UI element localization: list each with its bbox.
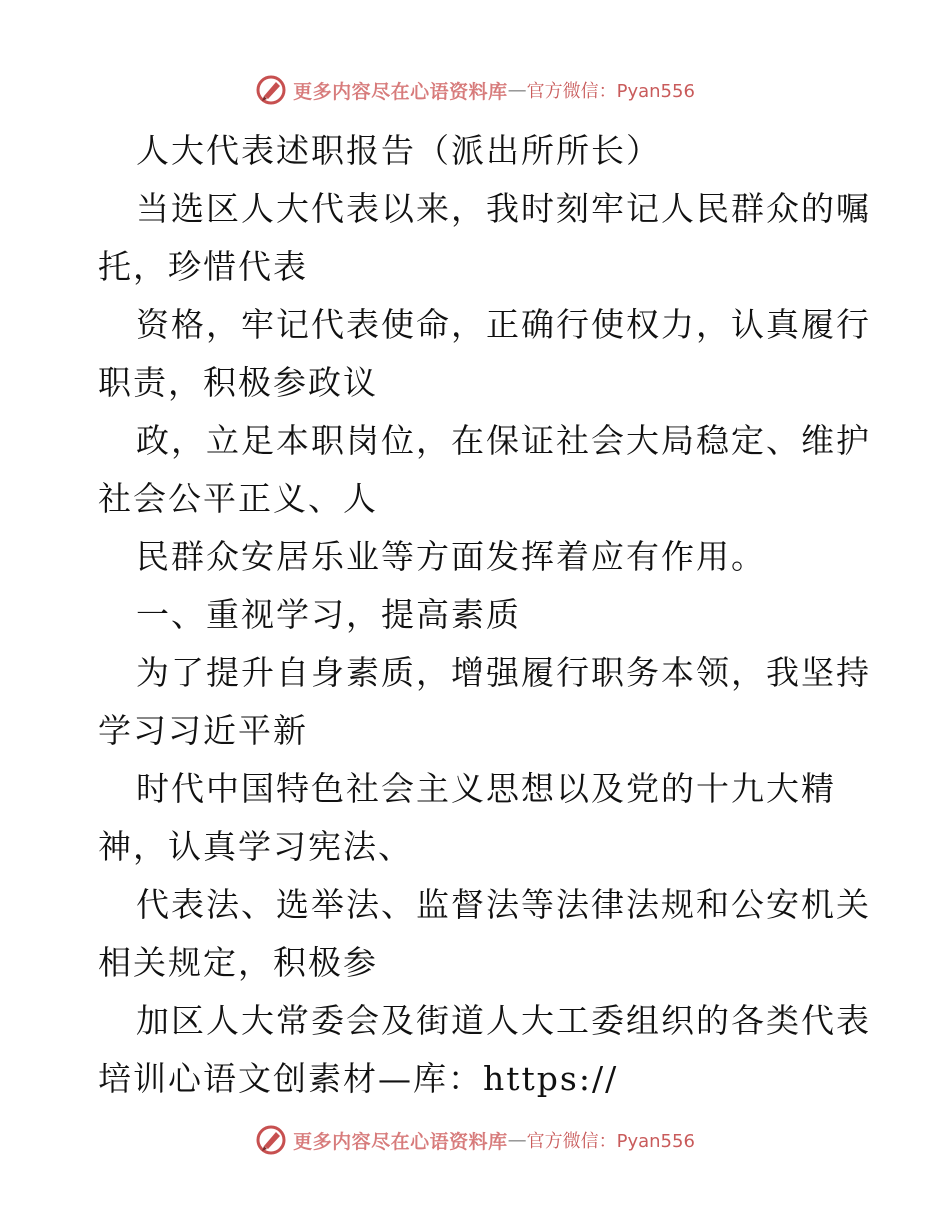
document-title: 人大代表述职报告（派出所所长） <box>136 131 661 170</box>
banner-separator: — <box>507 1129 527 1151</box>
paragraph-line: 神，认真学习宪法、 <box>98 827 413 866</box>
paragraph-line: 当选区人大代表以来，我时刻牢记人民群众的嘱 <box>136 189 871 228</box>
paragraph-line: 社会公平正义、人 <box>98 479 378 518</box>
paragraph-line: 职责，积极参政议 <box>98 363 378 402</box>
document-body <box>98 122 871 1108</box>
paragraph-line: 托，珍惜代表 <box>98 247 308 286</box>
paragraph-line: 为了提升自身素质，增强履行职务本领，我坚持 <box>136 653 871 692</box>
pen-logo-icon <box>255 1124 287 1156</box>
banner-main-text: 更多内容尽在心语资料库 <box>293 1130 508 1153</box>
banner-main-text: 更多内容尽在心语资料库 <box>293 80 508 103</box>
paragraph-line: 代表法、选举法、监督法等法律法规和公安机关 <box>136 885 871 924</box>
paragraph-line: 民群众安居乐业等方面发挥着应有作用。 <box>136 537 766 576</box>
paragraph-line: 加区人大常委会及街道人大工委组织的各类代表 <box>136 1001 871 1040</box>
banner-wechat-text: 官方微信：Pyan556 <box>526 81 695 102</box>
banner-wechat-text: 官方微信：Pyan556 <box>526 1131 695 1152</box>
pen-logo-icon <box>255 74 287 106</box>
paragraph-line: 资格，牢记代表使命，正确行使权力，认真履行 <box>136 305 871 344</box>
section-heading: 一、重视学习，提高素质 <box>136 595 521 634</box>
paragraph-line: 政，立足本职岗位，在保证社会大局稳定、维护 <box>136 421 871 460</box>
header-watermark-banner <box>0 70 950 110</box>
paragraph-line: 学习习近平新 <box>98 711 308 750</box>
paragraph-line: 相关规定，积极参 <box>98 943 378 982</box>
banner-separator: — <box>507 79 527 101</box>
paragraph-line: 培训心语文创素材—库：https:// <box>98 1059 619 1098</box>
footer-watermark-banner <box>0 1120 950 1160</box>
paragraph-line: 时代中国特色社会主义思想以及党的十九大精 <box>136 769 836 808</box>
